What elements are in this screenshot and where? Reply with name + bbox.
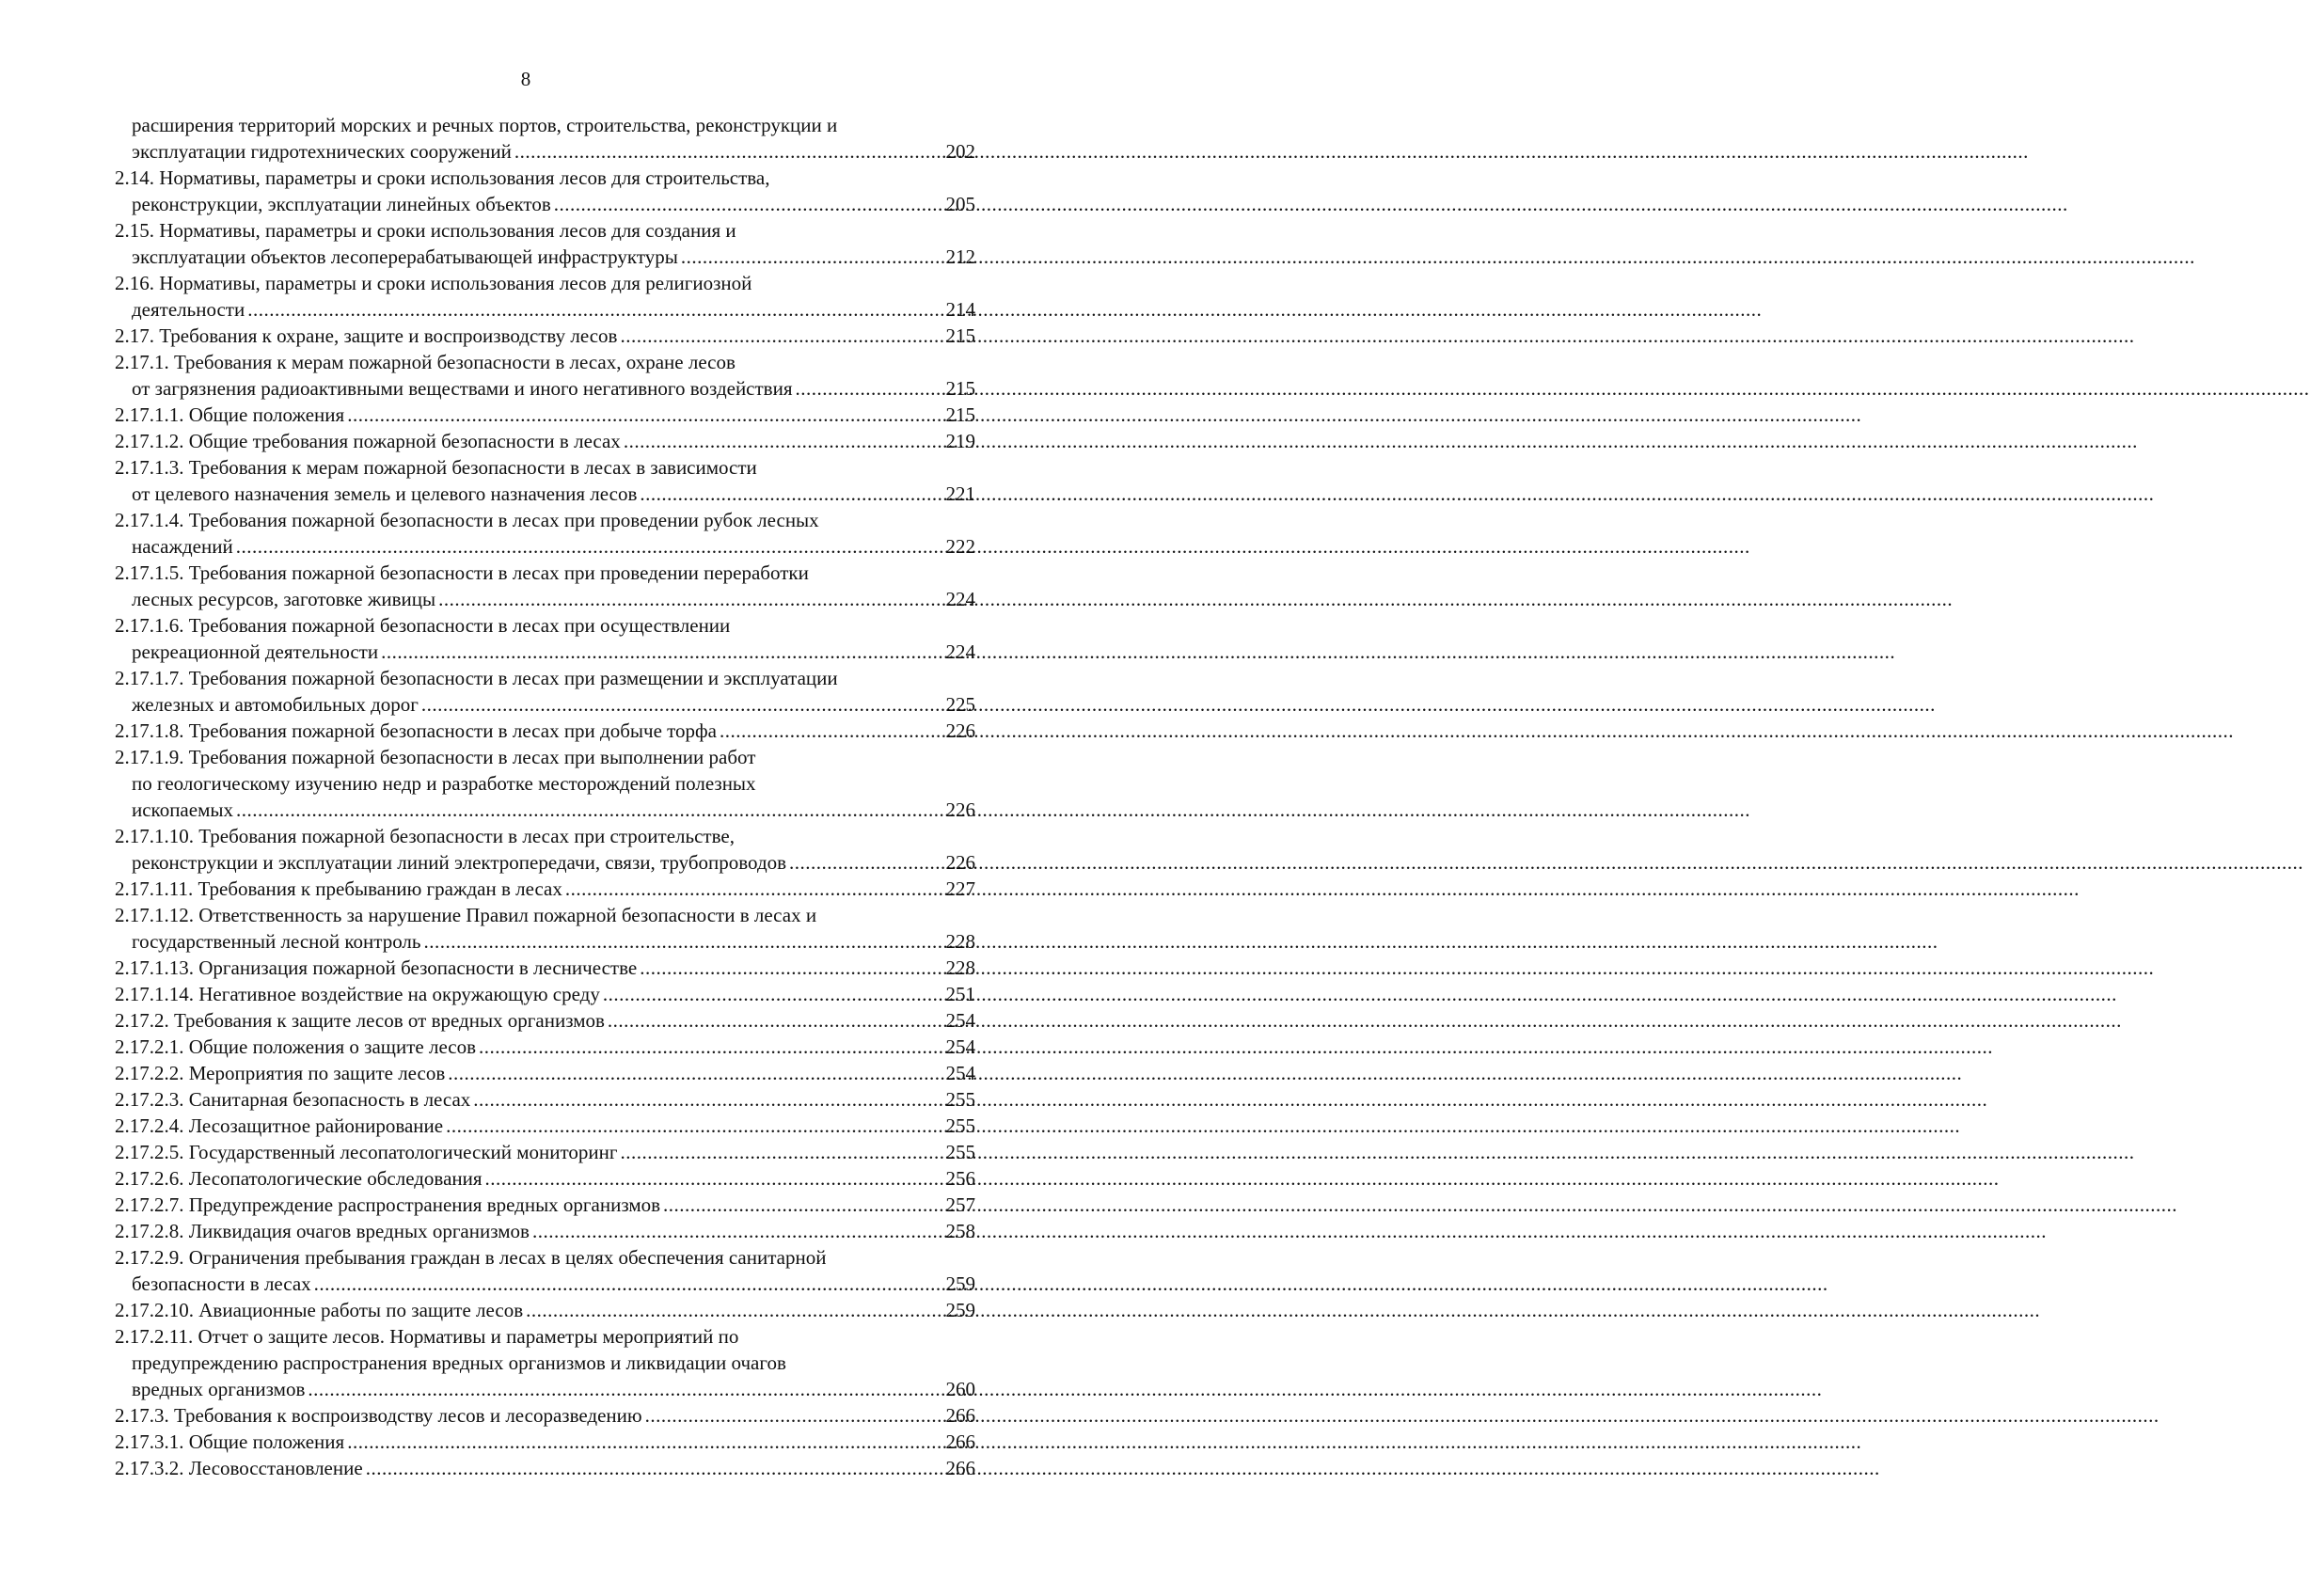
toc-page-number: 215 [945, 324, 975, 347]
toc-entry-text: ископаемых [132, 798, 233, 821]
toc-page-number: 224 [945, 640, 975, 663]
dot-leader [247, 296, 942, 323]
toc-page-number: 255 [945, 1114, 975, 1137]
dot-leader [789, 849, 942, 876]
dot-leader [645, 1402, 943, 1429]
toc-entry-text: 2.17.1.5. Требования пожарной безопасности в лесах при проведении переработки [115, 561, 809, 584]
dot-leader [366, 1455, 943, 1481]
toc-entry-text: реконструкции и эксплуатации линий электропередачи, связи, трубопроводов [132, 851, 787, 874]
toc-entry [115, 1402, 975, 1429]
toc-entry-text: 2.14. Нормативы, параметры и сроки использования лесов для строительства, [115, 166, 770, 189]
toc-entry-text: вредных организмов [132, 1378, 306, 1400]
toc-entry-text: 2.17.2. Требования к защите лесов от вредных организмов [115, 1009, 605, 1032]
toc-page-number: 256 [945, 1167, 975, 1190]
dot-leader [681, 244, 943, 270]
toc-entry-text: 2.17.1. Требования к мерам пожарной безопасности в лесах, охране лесов [115, 351, 736, 373]
toc-page-number: 219 [945, 430, 975, 452]
toc-page-number: 212 [945, 245, 975, 268]
toc-entry [115, 612, 975, 665]
toc-entry-text: 2.17.1.12. Ответственность за нарушение Правил пожарной безопасности в лесах и [115, 904, 817, 926]
toc-entry-text: эксплуатации гидротехнических сооружений [132, 140, 512, 163]
toc-entry [115, 507, 975, 560]
toc-page-number: 214 [945, 298, 975, 321]
dot-leader [485, 1165, 943, 1192]
dot-leader [640, 481, 942, 507]
toc-entry-text: 2.17.1.13. Организация пожарной безопасности в лесничестве [115, 956, 638, 979]
toc-page-number: 260 [945, 1378, 975, 1400]
toc-entry [115, 665, 975, 718]
toc-entry-text: 2.17.2.10. Авиационные работы по защите лесов [115, 1299, 524, 1321]
dot-leader [446, 1113, 942, 1139]
toc-entry [115, 270, 975, 323]
toc-entry-text: по геологическому изучению недр и разработке месторождений полезных [132, 772, 756, 795]
toc-page-number: 228 [945, 930, 975, 953]
toc-entry-text: 2.17.2.11. Отчет о защите лесов. Нормативы и параметры мероприятий по [115, 1325, 739, 1348]
toc-entry-text: 2.17.1.4. Требования пожарной безопасности в лесах при проведении рубок лесных [115, 509, 819, 531]
toc-entry-text: 2.17.2.4. Лесозащитное районирование [115, 1114, 444, 1137]
dot-leader [621, 1139, 943, 1165]
dot-leader [381, 639, 942, 665]
toc-entry-text: 2.17.1.7. Требования пожарной безопасности в лесах при размещении и эксплуатации [115, 667, 838, 689]
dot-leader [438, 586, 942, 612]
dot-leader [448, 1060, 942, 1086]
toc-page-number: 251 [945, 983, 975, 1005]
table-of-contents [115, 112, 975, 1481]
toc-entry-text: 2.17.1.10. Требования пожарной безопасности в лесах при строительстве, [115, 825, 735, 847]
toc-page-number: 255 [945, 1141, 975, 1163]
toc-entry-text: 2.17.2.6. Лесопатологические обследования [115, 1167, 483, 1190]
toc-entry-text: 2.17.1.1. Общие положения [115, 403, 345, 426]
toc-entry-text: предупреждению распространения вредных организмов и ликвидации очагов [132, 1351, 786, 1374]
toc-entry-text: от целевого назначения земель и целевого назначения лесов [132, 482, 638, 505]
toc-entry [115, 1060, 975, 1086]
toc-page-number: 215 [945, 377, 975, 400]
toc-page-number: 222 [945, 535, 975, 558]
toc-entry [115, 165, 975, 217]
toc-entry [115, 1297, 975, 1323]
toc-page-number: 254 [945, 1062, 975, 1084]
toc-page-number: 255 [945, 1088, 975, 1111]
toc-entry [115, 1429, 975, 1455]
dot-leader [565, 876, 943, 902]
toc-entry-text: 2.17.1.14. Негативное воздействие на окружающую среду [115, 983, 600, 1005]
toc-entry-text: 2.17. Требования к охране, защите и воспроизводству лесов [115, 324, 618, 347]
toc-entry [115, 744, 975, 823]
toc-entry-text: рекреационной деятельности [132, 640, 379, 663]
dot-leader [608, 1007, 943, 1034]
dot-leader [314, 1271, 943, 1297]
toc-page-number: 226 [945, 851, 975, 874]
toc-entry [115, 402, 975, 428]
toc-entry-text: 2.17.2.8. Ликвидация очагов вредных организмов [115, 1220, 530, 1242]
dot-leader [308, 1376, 942, 1402]
toc-entry-text: 2.17.3. Требования к воспроизводству лесов и лесоразведению [115, 1404, 642, 1427]
dot-leader [532, 1218, 943, 1244]
toc-entry [115, 718, 975, 744]
toc-entry-text: государственный лесной контроль [132, 930, 421, 953]
dot-leader [514, 138, 943, 165]
dot-leader [526, 1297, 942, 1323]
toc-entry [115, 1007, 975, 1034]
toc-page-number: 227 [945, 877, 975, 900]
toc-page-number: 254 [945, 1009, 975, 1032]
dot-leader [473, 1086, 942, 1113]
toc-entry-text: деятельности [132, 298, 245, 321]
toc-page-number: 266 [945, 1430, 975, 1453]
toc-entry-text: 2.17.2.5. Государственный лесопатологический мониторинг [115, 1141, 618, 1163]
toc-page-number: 221 [945, 482, 975, 505]
toc-entry [115, 1165, 975, 1192]
dot-leader [347, 1429, 942, 1455]
toc-entry-text: 2.17.1.9. Требования пожарной безопасности в лесах при выполнении работ [115, 746, 756, 768]
toc-entry-text: 2.17.1.11. Требования к пребыванию граждан в лесах [115, 877, 562, 900]
toc-entry [115, 1218, 975, 1244]
toc-page-number: 266 [945, 1404, 975, 1427]
dot-leader [624, 428, 943, 454]
toc-entry-text: 2.17.2.3. Санитарная безопасность в лесах [115, 1088, 471, 1111]
toc-page-number: 202 [945, 140, 975, 163]
dot-leader [796, 375, 943, 402]
toc-page-number: 226 [945, 719, 975, 742]
dot-leader [554, 191, 943, 217]
toc-entry [115, 955, 975, 981]
toc-entry-text: 2.17.3.1. Общие положения [115, 1430, 345, 1453]
toc-entry-text: 2.16. Нормативы, параметры и сроки использования лесов для религиозной [115, 272, 752, 294]
toc-page-number: 228 [945, 956, 975, 979]
toc-entry-text: лесных ресурсов, заготовке живицы [132, 588, 436, 610]
toc-page-number: 215 [945, 403, 975, 426]
toc-entry-text: 2.17.1.2. Общие требования пожарной безопасности в лесах [115, 430, 621, 452]
toc-entry [115, 876, 975, 902]
toc-page-number: 259 [945, 1272, 975, 1295]
toc-page-number: 224 [945, 588, 975, 610]
toc-entry [115, 902, 975, 955]
toc-entry-text: 2.17.1.8. Требования пожарной безопасности в лесах при добыче торфа [115, 719, 717, 742]
toc-entry-text: расширения территорий морских и речных портов, строительства, реконструкции и [132, 114, 838, 136]
dot-leader [620, 323, 942, 349]
toc-entry-text: 2.17.2.2. Мероприятия по защите лесов [115, 1062, 446, 1084]
toc-entry-text: безопасности в лесах [132, 1272, 311, 1295]
toc-entry [115, 1113, 975, 1139]
toc-entry [115, 823, 975, 876]
toc-entry [115, 454, 975, 507]
toc-entry-text: эксплуатации объектов лесоперерабатывающей инфраструктуры [132, 245, 678, 268]
toc-entry-text: 2.17.2.1. Общие положения о защите лесов [115, 1035, 477, 1058]
page-number: 8 [520, 68, 531, 90]
toc-page-number: 254 [945, 1035, 975, 1058]
dot-leader [236, 533, 943, 560]
toc-entry-text: 2.17.1.6. Требования пожарной безопасности в лесах при осуществлении [115, 614, 731, 637]
toc-page-number: 259 [945, 1299, 975, 1321]
dot-leader [479, 1034, 942, 1060]
toc-entry [115, 349, 975, 402]
dot-leader [603, 981, 943, 1007]
dot-leader [720, 718, 943, 744]
toc-entry-text: насаждений [132, 535, 233, 558]
dot-leader [640, 955, 942, 981]
toc-page-number: 266 [945, 1457, 975, 1479]
toc-entry [115, 1086, 975, 1113]
dot-leader [423, 928, 942, 955]
dot-leader [347, 402, 942, 428]
toc-page-number: 257 [945, 1193, 975, 1216]
toc-entry-text: железных и автомобильных дорог [132, 693, 419, 716]
toc-entry [115, 428, 975, 454]
toc-entry [115, 1455, 975, 1481]
dot-leader [236, 797, 943, 823]
toc-entry-text: 2.17.2.9. Ограничения пребывания граждан в лесах в целях обеспечения санитарной [115, 1246, 827, 1269]
toc-entry [115, 112, 975, 165]
toc-page-number: 258 [945, 1220, 975, 1242]
toc-entry [115, 1192, 975, 1218]
toc-entry-text: 2.15. Нормативы, параметры и сроки использования лесов для создания и [115, 219, 736, 242]
toc-page-number: 226 [945, 798, 975, 821]
toc-entry [115, 1139, 975, 1165]
toc-entry [115, 217, 975, 270]
toc-entry [115, 1034, 975, 1060]
toc-entry-text: 2.17.1.3. Требования к мерам пожарной безопасности в лесах в зависимости [115, 456, 757, 479]
dot-leader [663, 1192, 942, 1218]
toc-entry [115, 1323, 975, 1402]
toc-entry-text: реконструкции, эксплуатации линейных объектов [132, 193, 551, 215]
toc-entry [115, 1244, 975, 1297]
toc-entry [115, 560, 975, 612]
toc-page-number: 225 [945, 693, 975, 716]
toc-entry-text: от загрязнения радиоактивными веществами и иного негативного воздействия [132, 377, 793, 400]
toc-page-number: 205 [945, 193, 975, 215]
toc-entry [115, 323, 975, 349]
toc-entry-text: 2.17.2.7. Предупреждение распространения вредных организмов [115, 1193, 661, 1216]
toc-entry-text: 2.17.3.2. Лесовосстановление [115, 1457, 363, 1479]
dot-leader [421, 691, 943, 718]
toc-entry [115, 981, 975, 1007]
